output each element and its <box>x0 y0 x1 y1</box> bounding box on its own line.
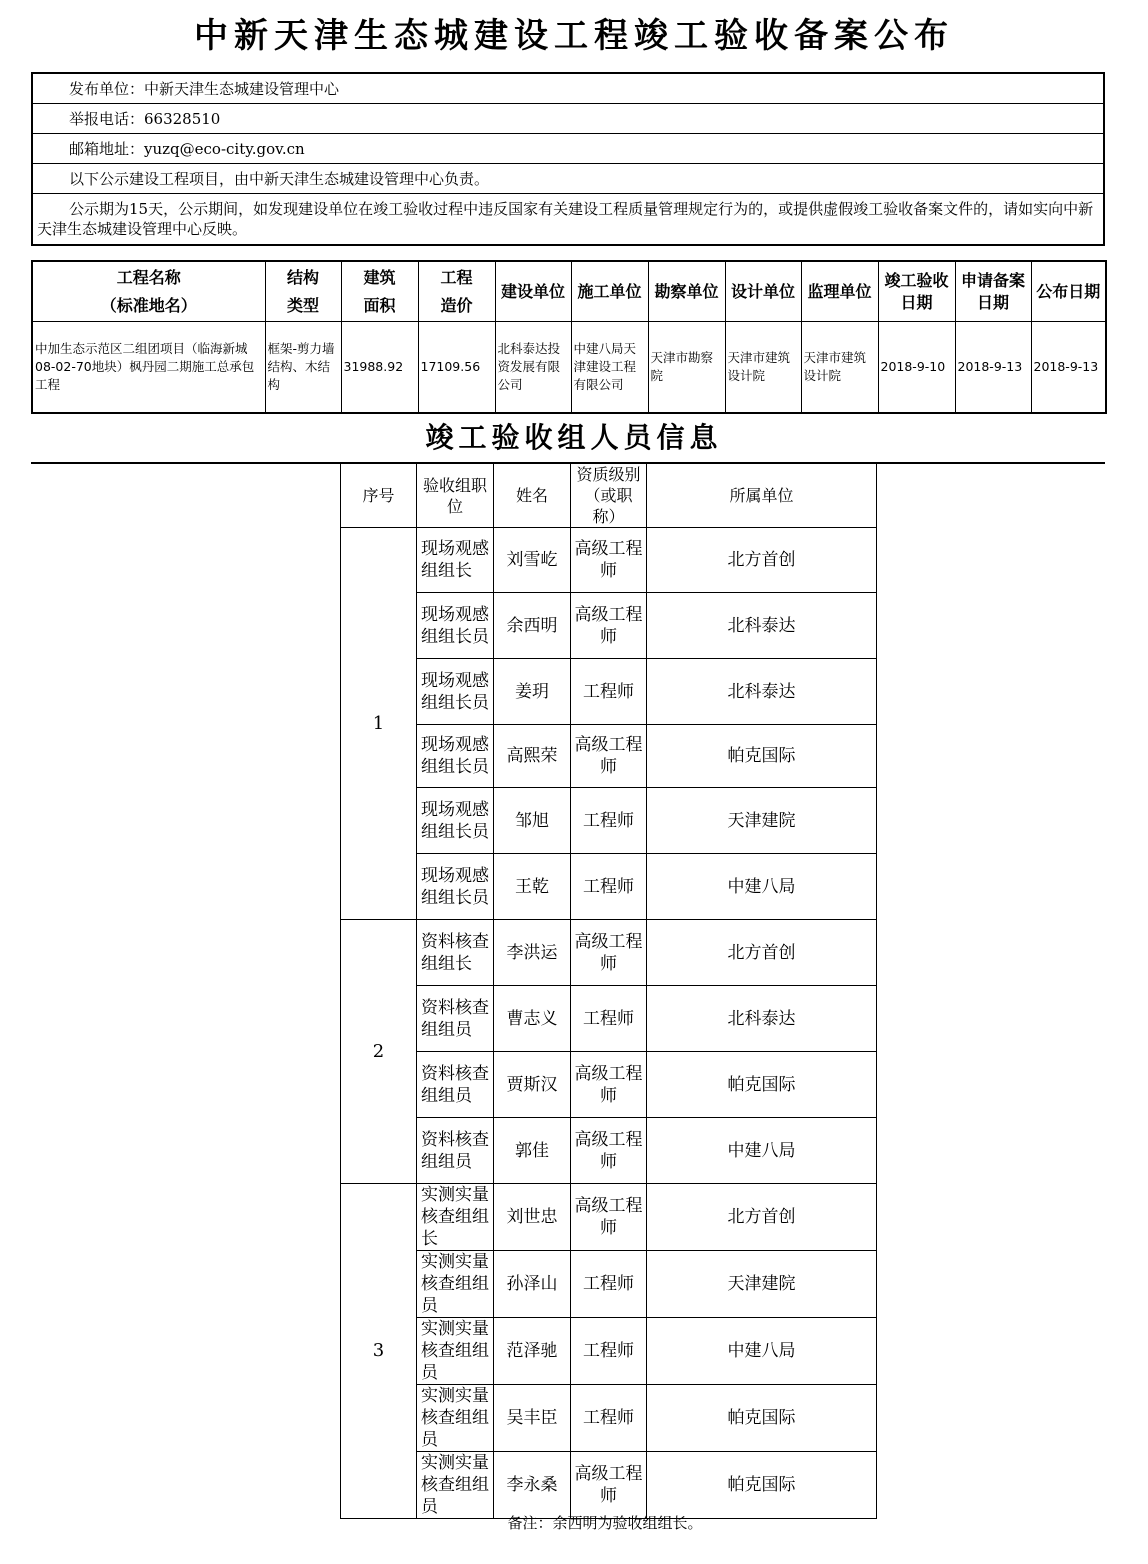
member-name: 高熙荣 <box>494 725 571 788</box>
publisher-line: 发布单位：中新天津生态城建设管理中心 <box>32 73 1104 104</box>
member-position: 实测实量核查组组员 <box>417 1318 494 1385</box>
member-position: 现场观感组组长员 <box>417 788 494 854</box>
header-structure: 结构 类型 <box>265 261 341 322</box>
phone-line: 举报电话：66328510 <box>32 104 1104 134</box>
header-acceptance-date: 竣工验收日期 <box>878 261 955 322</box>
email-line: 邮箱地址：yuzq@eco-city.gov.cn <box>32 134 1104 164</box>
member-unit: 中建八局 <box>647 854 877 920</box>
project-design: 天津市建筑设计院 <box>725 322 801 414</box>
project-header-row <box>32 261 1106 322</box>
header-design: 设计单位 <box>725 261 801 322</box>
header-unit: 所属单位 <box>647 464 877 528</box>
project-structure: 框架-剪力墙结构、木结构 <box>265 322 341 414</box>
member-position: 现场观感组组长员 <box>417 854 494 920</box>
member-qualification: 高级工程师 <box>571 1452 647 1519</box>
team-row <box>341 986 877 1052</box>
project-acceptance-date: 2018-9-10 <box>878 322 955 414</box>
group-seq: 1 <box>341 528 417 920</box>
member-unit: 帕克国际 <box>647 1052 877 1118</box>
member-position: 现场观感组组长员 <box>417 725 494 788</box>
member-qualification: 工程师 <box>571 986 647 1052</box>
member-unit: 北方首创 <box>647 528 877 593</box>
project-publish-date: 2018-9-13 <box>1031 322 1106 414</box>
member-unit: 北科泰达 <box>647 659 877 725</box>
member-qualification: 工程师 <box>571 788 647 854</box>
member-unit: 北方首创 <box>647 1184 877 1251</box>
header-survey: 勘察单位 <box>648 261 725 322</box>
project-row <box>32 322 1106 414</box>
project-cost: 17109.56 <box>418 322 495 414</box>
member-name: 刘雪屹 <box>494 528 571 593</box>
member-qualification: 工程师 <box>571 659 647 725</box>
member-name: 郭佳 <box>494 1118 571 1184</box>
member-qualification: 高级工程师 <box>571 1184 647 1251</box>
member-name: 吴丰臣 <box>494 1385 571 1452</box>
header-contractor: 施工单位 <box>571 261 648 322</box>
member-qualification: 高级工程师 <box>571 725 647 788</box>
member-name: 贾斯汉 <box>494 1052 571 1118</box>
member-name: 曹志义 <box>494 986 571 1052</box>
team-row <box>341 1184 877 1251</box>
member-name: 李洪运 <box>494 920 571 986</box>
header-qualification: 资质级别（或职称） <box>571 464 647 528</box>
member-position: 资料核查组组员 <box>417 1118 494 1184</box>
notice-line: 公示期为15天，公示期间，如发现建设单位在竣工验收过程中违反国家有关建设工程质量管理规定行为的，或提供虚假竣工验收备案文件的，请如实向中新天津生态城建设管理中心反映。 <box>32 194 1104 246</box>
team-row <box>341 1385 877 1452</box>
team-row <box>341 1052 877 1118</box>
team-row <box>341 725 877 788</box>
info-table <box>31 72 1105 246</box>
team-row <box>341 788 877 854</box>
member-position: 资料核查组组员 <box>417 986 494 1052</box>
member-unit: 中建八局 <box>647 1118 877 1184</box>
member-position: 资料核查组组长 <box>417 920 494 986</box>
member-unit: 帕克国际 <box>647 725 877 788</box>
team-row <box>341 593 877 659</box>
team-row <box>341 1452 877 1519</box>
team-row <box>341 1318 877 1385</box>
member-name: 范泽驰 <box>494 1318 571 1385</box>
member-qualification: 高级工程师 <box>571 528 647 593</box>
team-row <box>341 854 877 920</box>
header-developer: 建设单位 <box>495 261 571 322</box>
project-filing-date: 2018-9-13 <box>955 322 1031 414</box>
member-qualification: 高级工程师 <box>571 1052 647 1118</box>
member-qualification: 高级工程师 <box>571 1118 647 1184</box>
project-table <box>31 260 1107 414</box>
member-name: 邹旭 <box>494 788 571 854</box>
member-unit: 帕克国际 <box>647 1385 877 1452</box>
project-supervisor: 天津市建筑设计院 <box>801 322 878 414</box>
page-title: 中新天津生态城建设工程竣工验收备案公布 <box>194 16 954 56</box>
member-name: 王乾 <box>494 854 571 920</box>
member-qualification: 工程师 <box>571 1251 647 1318</box>
project-contractor: 中建八局天津建设工程有限公司 <box>571 322 648 414</box>
project-developer: 北科泰达投资发展有限公司 <box>495 322 571 414</box>
team-row <box>341 1118 877 1184</box>
group-seq: 3 <box>341 1184 417 1519</box>
team-table <box>340 463 877 1519</box>
team-section-title: 竣工验收组人员信息 <box>425 421 723 454</box>
member-unit: 天津建院 <box>647 788 877 854</box>
team-row <box>341 920 877 986</box>
member-qualification: 工程师 <box>571 1385 647 1452</box>
header-position: 验收组职位 <box>417 464 494 528</box>
member-name: 刘世忠 <box>494 1184 571 1251</box>
header-supervisor: 监理单位 <box>801 261 878 322</box>
member-unit: 北方首创 <box>647 920 877 986</box>
member-name: 余西明 <box>494 593 571 659</box>
member-unit: 帕克国际 <box>647 1452 877 1519</box>
team-row <box>341 528 877 593</box>
member-position: 实测实量核查组组员 <box>417 1385 494 1452</box>
header-project-name: 工程名称 （标准地名） <box>32 261 265 322</box>
member-position: 实测实量核查组组员 <box>417 1452 494 1519</box>
team-row <box>341 659 877 725</box>
member-unit: 北科泰达 <box>647 593 877 659</box>
group-seq: 2 <box>341 920 417 1184</box>
team-header-row <box>341 464 877 528</box>
member-position: 实测实量核查组组员 <box>417 1251 494 1318</box>
member-position: 现场观感组组长员 <box>417 659 494 725</box>
member-unit: 中建八局 <box>647 1318 877 1385</box>
team-row <box>341 1251 877 1318</box>
footnote: 备注：余西明为验收组组长。 <box>507 1514 703 1532</box>
header-filing-date: 申请备案日期 <box>955 261 1031 322</box>
member-position: 资料核查组组员 <box>417 1052 494 1118</box>
project-name: 中加生态示范区二组团项目（临海新城08-02-70地块）枫丹园二期施工总承包工程 <box>32 322 265 414</box>
member-position: 实测实量核查组组长 <box>417 1184 494 1251</box>
member-unit: 北科泰达 <box>647 986 877 1052</box>
member-unit: 天津建院 <box>647 1251 877 1318</box>
member-qualification: 高级工程师 <box>571 593 647 659</box>
member-qualification: 工程师 <box>571 1318 647 1385</box>
statement-line: 以下公示建设工程项目，由中新天津生态城建设管理中心负责。 <box>32 164 1104 194</box>
header-area: 建筑 面积 <box>341 261 418 322</box>
project-survey: 天津市勘察院 <box>648 322 725 414</box>
header-publish-date: 公布日期 <box>1031 261 1106 322</box>
member-qualification: 高级工程师 <box>571 920 647 986</box>
member-name: 姜玥 <box>494 659 571 725</box>
header-cost: 工程 造价 <box>418 261 495 322</box>
member-qualification: 工程师 <box>571 854 647 920</box>
member-name: 李永桑 <box>494 1452 571 1519</box>
header-seq: 序号 <box>341 464 417 528</box>
member-position: 现场观感组组长 <box>417 528 494 593</box>
header-name: 姓名 <box>494 464 571 528</box>
member-name: 孙泽山 <box>494 1251 571 1318</box>
member-position: 现场观感组组长员 <box>417 593 494 659</box>
team-body <box>341 528 877 1519</box>
project-area: 31988.92 <box>341 322 418 414</box>
